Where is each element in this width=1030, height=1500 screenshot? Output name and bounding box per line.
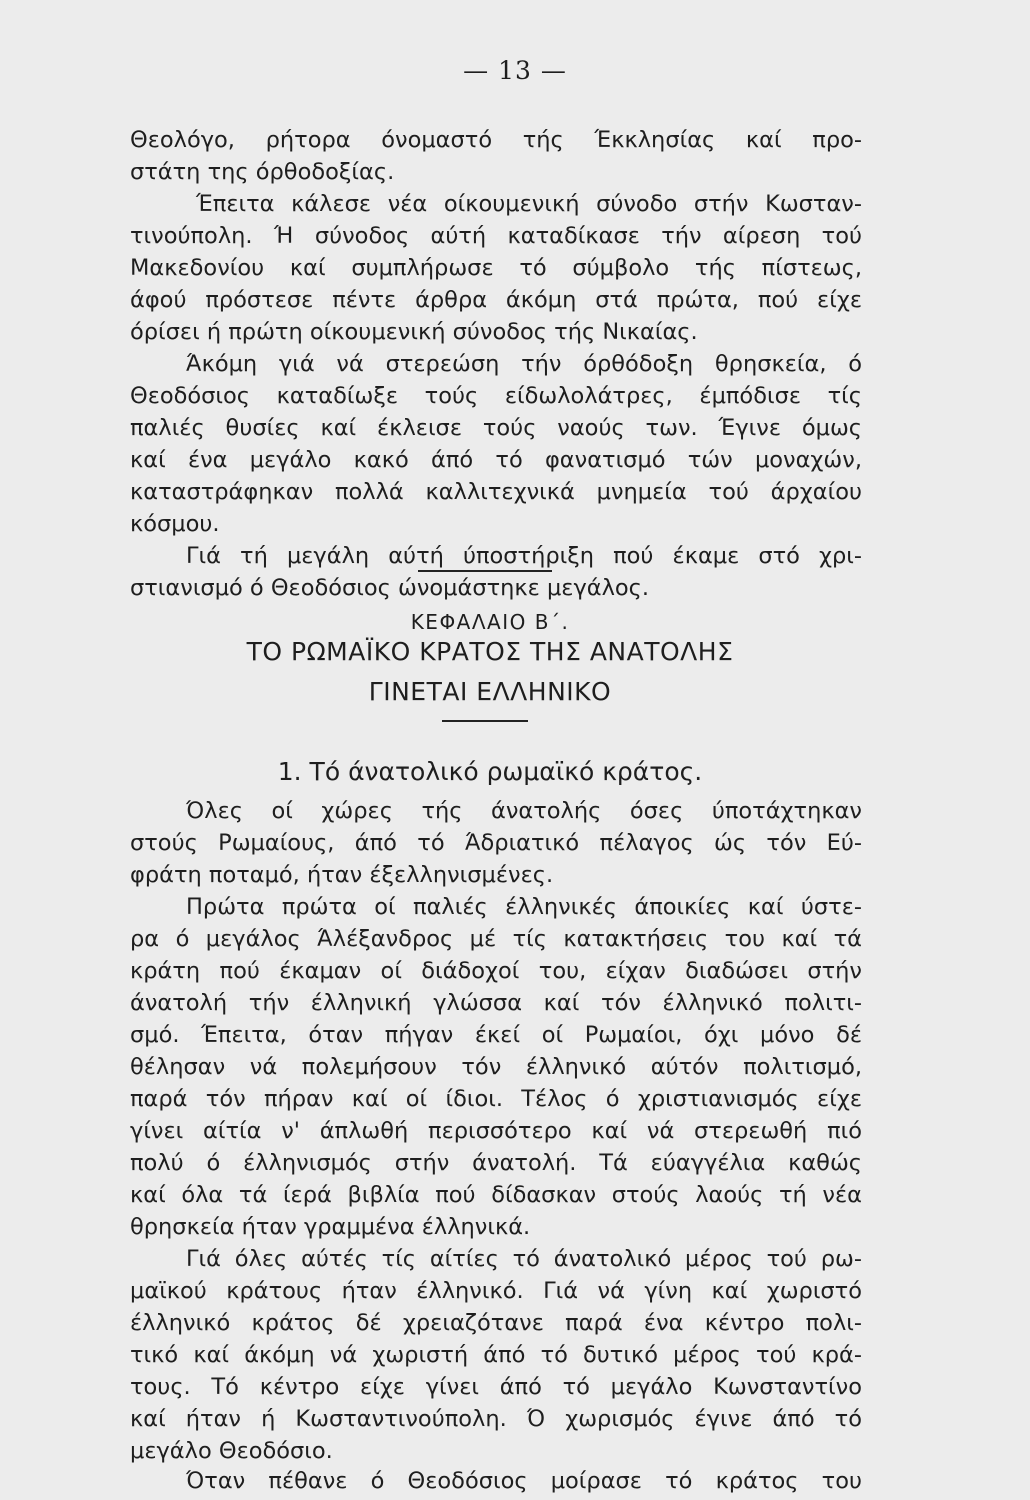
text-line: θέλησαν νά πολεμήσουν τόν έλληνικό αύτόν πολιτισμό, (130, 1054, 862, 1080)
text-line: ρα ό μεγάλος Άλέξανδρος μέ τίς κατακτήσεις του καί τά (130, 926, 862, 952)
text-line: τους. Τό κέντρο είχε γίνει άπό τό μεγάλο Κωνσταντίνο (130, 1374, 862, 1400)
text-line: όρίσει ή πρώτη οίκουμενική σύνοδος τής Νικαίας. (130, 319, 698, 345)
chapter-title-line-1: ΤΟ ΡΩΜΑΪΚΟ ΚΡΑΤΟΣ ΤΗΣ ΑΝΑΤΟΛΗΣ (246, 637, 734, 666)
text-line: καί όλα τά ίερά βιβλία πού δίδασκαν στούς λαούς τή νέα (130, 1182, 862, 1208)
text-line: Γιά όλες αύτές τίς αίτίες τό άνατολικό μέρος τού ρω- (186, 1246, 862, 1272)
text-line: θρησκεία ήταν γραμμένα έλληνικά. (130, 1214, 531, 1240)
text-line: Θεολόγο, ρήτορα όνομαστό τής Έκκλησίας καί προ- (130, 127, 862, 153)
text-line: καί ήταν ή Κωσταντινούπολη. Ό χωρισμός έγινε άπό τό (130, 1406, 862, 1432)
text-line: σμό. Έπειτα, όταν πήγαν έκεί οί Ρωμαίοι, όχι μόνο δέ (130, 1022, 862, 1048)
text-line: τικό καί άκόμη νά χωριστή άπό τό δυτικό μέρος τού κρά- (130, 1342, 862, 1368)
text-line: τινούπολη. Ή σύνοδος αύτή καταδίκασε τήν αίρεση τού (130, 223, 862, 249)
text-line: Όταν πέθανε ό Θεοδόσιος μοίρασε τό κράτος του (186, 1468, 862, 1494)
text-line: Έπειτα κάλεσε νέα οίκουμενική σύνοδο στήν Κωσταν- (196, 191, 862, 217)
text-line: άφού πρόστεσε πέντε άρθρα άκόμη στά πρώτα, πού είχε (130, 287, 862, 313)
text-line: γίνει αίτία ν' άπλωθή περισσότερο καί νά στερεωθή πιό (130, 1118, 862, 1144)
chapter-label: ΚΕΦΑΛΑΙΟ Β΄. (410, 610, 570, 634)
text-line: μαϊκού κράτους ήταν έλληνικό. Γιά νά γίνη καί χωριστό (130, 1278, 862, 1304)
text-line: έλληνικό κράτος δέ χρειαζότανε παρά ένα κέντρο πολι- (130, 1310, 862, 1336)
text-line: παλιές θυσίες καί έκλεισε τούς ναούς των. Έγινε όμως (130, 415, 862, 441)
text-line: κόσμου. (130, 511, 220, 537)
text-line: Άκόμη γιά νά στερεώση τήν όρθόδοξη θρησκεία, ό (186, 351, 862, 377)
text-line: στούς Ρωμαίους, άπό τό Άδριατικό πέλαγος ώς τόν Εύ- (130, 830, 862, 856)
text-line: μεγάλο Θεοδόσιο. (130, 1438, 333, 1464)
separator-rule (442, 720, 528, 722)
text-line: πολύ ό έλληνισμός στήν άνατολή. Τά εύαγγέλια καθώς (130, 1150, 862, 1176)
text-line: Πρώτα πρώτα οί παλιές έλληνικές άποικίες καί ύστε- (186, 894, 862, 920)
text-line: Όλες οί χώρες τής άνατολής όσες ύποτάχτηκαν (186, 798, 862, 824)
text-line: στιανισμό ό Θεοδόσιος ώνομάστηκε μεγάλος. (130, 575, 650, 601)
text-line: Γιά τή μεγάλη αύτή ύποστήριξη πού έκαμε στό χρι- (186, 543, 862, 569)
text-line: άνατολή τήν έλληνική γλώσσα καί τόν έλληνικό πολιτι- (130, 990, 862, 1016)
text-line: καταστράφηκαν πολλά καλλιτεχνικά μνημεία τού άρχαίου (130, 479, 862, 505)
chapter-title-line-2: ΓΙΝΕΤΑΙ ΕΛΛΗΝΙΚΟ (368, 677, 612, 706)
text-line: Θεοδόσιος καταδίωξε τούς είδωλολάτρες, έμπόδισε τίς (130, 383, 862, 409)
text-line: στάτη της όρθοδοξίας. (130, 159, 395, 185)
text-line: καί ένα μεγάλο κακό άπό τό φανατισμό τών μοναχών, (130, 447, 862, 473)
text-line: παρά τόν πήραν καί οί ίδιοι. Τέλος ό χριστιανισμός είχε (130, 1086, 862, 1112)
text-line: κράτη πού έκαμαν οί διάδοχοί του, είχαν διαδώσει στήν (130, 958, 862, 984)
text-line: φράτη ποταμό, ήταν έξελληνισμένες. (130, 862, 554, 888)
separator-rule (418, 570, 552, 572)
text-line: Μακεδονίου καί συμπλήρωσε τό σύμβολο τής πίστεως, (130, 255, 862, 281)
page-number: — 13 — (463, 56, 567, 85)
section-heading: 1. Τό άνατολικό ρωμαϊκό κράτος. (277, 757, 703, 786)
